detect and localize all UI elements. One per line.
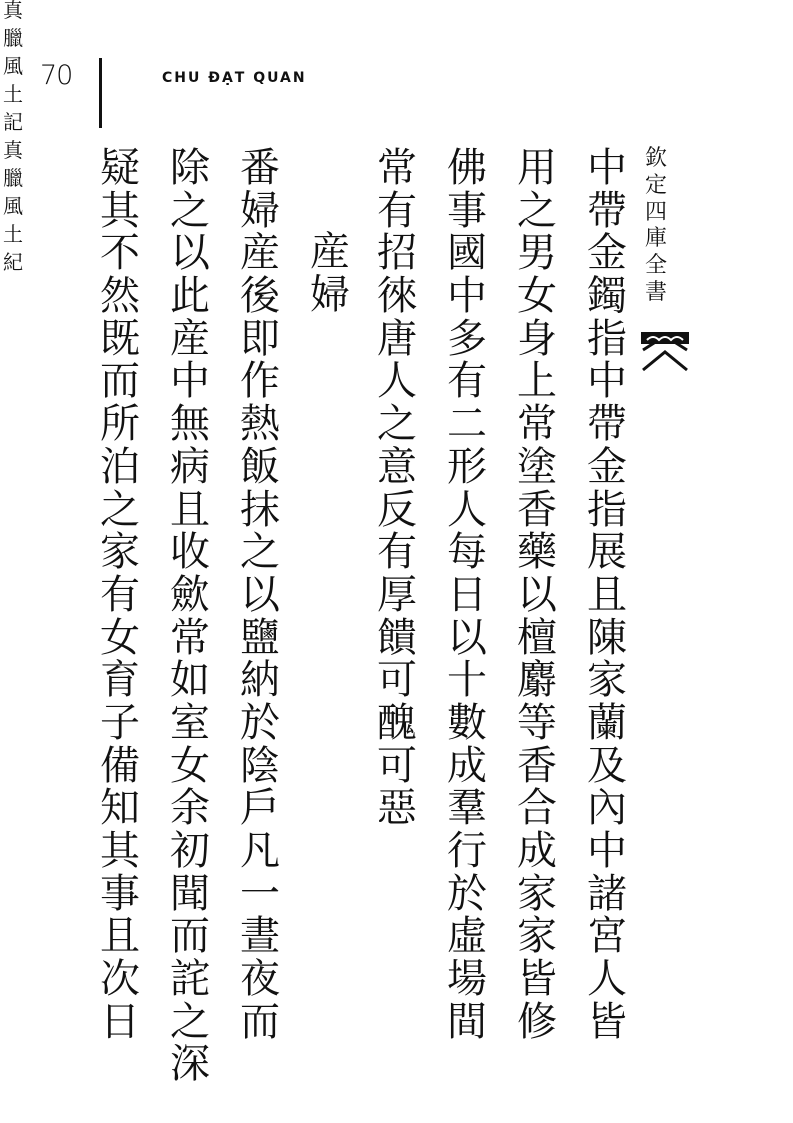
glyph: 既: [100, 315, 140, 362]
glyph: 形: [447, 443, 487, 490]
glyph: 歛: [170, 571, 210, 618]
glyph: 中: [170, 358, 210, 405]
glyph: 以: [170, 230, 210, 277]
glyph: 家: [587, 657, 627, 704]
glyph: 聞: [170, 870, 210, 917]
glyph: 之: [517, 187, 557, 234]
glyph: 數: [447, 699, 487, 746]
glyph: 抹: [240, 486, 280, 533]
glyph: 中: [447, 273, 487, 320]
glyph: 其: [100, 828, 140, 874]
glyph: 常: [170, 614, 210, 661]
header-divider: [99, 58, 102, 128]
glyph: 之: [100, 486, 140, 533]
running-head-author: CHU ĐẠT QUAN: [162, 70, 307, 86]
glyph: 及: [587, 742, 627, 789]
glyph: 泊: [100, 443, 140, 490]
glyph: 內: [587, 785, 627, 832]
glyph: 每: [447, 529, 487, 576]
glyph: 而: [170, 913, 210, 960]
glyph: 此: [170, 273, 210, 320]
glyph: 厚: [377, 571, 417, 618]
glyph: 且: [587, 571, 627, 618]
glyph: 女: [517, 273, 557, 320]
glyph: 帶: [587, 187, 627, 234]
glyph: 凡: [240, 828, 280, 874]
glyph: 於: [447, 870, 487, 917]
glyph: 藥: [517, 529, 557, 576]
glyph: 疑: [100, 145, 140, 191]
glyph: 中: [587, 358, 627, 405]
glyph: 而: [100, 358, 140, 405]
glyph: 四: [644, 199, 667, 225]
side-note-book-right: [0, 0, 793, 140]
glyph: 帶: [587, 401, 627, 448]
glyph: 然: [100, 273, 140, 320]
text-column-6: [166, 145, 214, 1088]
glyph: 鹽: [240, 614, 280, 661]
glyph: 有: [377, 529, 417, 576]
glyph: 飯: [240, 443, 280, 490]
glyph: 之: [170, 998, 210, 1045]
text-column-3: [443, 145, 491, 1045]
glyph: 多: [447, 315, 487, 362]
glyph: 人: [377, 358, 417, 405]
glyph: 婦: [240, 187, 280, 234]
glyph: 唐: [377, 315, 417, 362]
glyph: 場: [447, 956, 487, 1003]
glyph: 書: [644, 279, 667, 305]
glyph: 可: [377, 657, 417, 704]
glyph: 香: [517, 486, 557, 533]
glyph: 宮: [587, 913, 627, 960]
glyph: 以: [447, 614, 487, 661]
glyph: 如: [170, 657, 210, 704]
glyph: 之: [170, 187, 210, 234]
glyph: 家: [100, 529, 140, 576]
glyph: 全: [644, 253, 667, 279]
glyph: 饋: [377, 614, 417, 661]
glyph: 臘: [3, 166, 23, 190]
glyph: 家: [517, 870, 557, 917]
glyph: 戶: [240, 785, 280, 832]
glyph: 作: [240, 358, 280, 405]
glyph: 婦: [310, 271, 350, 318]
glyph: 一: [240, 870, 280, 917]
page-number: 70: [40, 60, 73, 91]
glyph: 無: [170, 401, 210, 448]
text-column-2: [513, 145, 561, 1045]
glyph: 金: [587, 443, 627, 490]
glyph: 事: [447, 187, 487, 234]
glyph: 紀: [3, 250, 23, 274]
glyph: 成: [447, 742, 487, 789]
glyph: 意: [377, 443, 417, 490]
side-note-collection: [643, 148, 669, 309]
glyph: 成: [517, 828, 557, 874]
glyph: 諸: [587, 870, 627, 917]
glyph: 男: [517, 230, 557, 277]
glyph: 金: [587, 230, 627, 277]
glyph: 次: [100, 956, 140, 1003]
glyph: 初: [170, 828, 210, 874]
glyph: 深: [170, 1041, 210, 1088]
glyph: 塗: [517, 443, 557, 490]
glyph: 修: [517, 998, 557, 1045]
glyph: 香: [517, 742, 557, 789]
glyph: 中: [587, 145, 627, 191]
book-marker-icon: [639, 330, 691, 374]
glyph: 産: [170, 315, 210, 362]
glyph: 且: [170, 486, 210, 533]
glyph: 日: [447, 571, 487, 618]
text-column-4: [373, 145, 421, 832]
glyph: 室: [170, 699, 210, 746]
glyph: 子: [100, 699, 140, 746]
glyph: 麝: [517, 657, 557, 704]
glyph: 可: [377, 742, 417, 789]
glyph: 余: [170, 785, 210, 832]
glyph: 之: [240, 529, 280, 576]
glyph: 行: [447, 828, 487, 874]
glyph: 夜: [240, 956, 280, 1003]
glyph: 中: [587, 828, 627, 874]
glyph: 檀: [517, 614, 557, 661]
glyph: 間: [447, 998, 487, 1045]
glyph: 羣: [447, 785, 487, 832]
glyph: 上: [517, 358, 557, 405]
glyph: 皆: [517, 956, 557, 1003]
glyph: 合: [517, 785, 557, 832]
glyph: 徠: [377, 273, 417, 320]
glyph: 陳: [587, 614, 627, 661]
glyph: 二: [447, 401, 487, 448]
glyph: 知: [100, 785, 140, 832]
glyph: 指: [587, 315, 627, 362]
section-heading: [306, 229, 354, 318]
glyph: 真: [3, 138, 23, 162]
glyph: 用: [517, 145, 557, 191]
glyph: 常: [517, 401, 557, 448]
glyph: 晝: [240, 913, 280, 960]
glyph: 國: [447, 230, 487, 277]
glyph: 即: [240, 315, 280, 362]
glyph: 惡: [377, 785, 417, 832]
glyph: 所: [100, 401, 140, 448]
glyph: 女: [100, 614, 140, 661]
glyph: 於: [240, 699, 280, 746]
glyph: 不: [100, 230, 140, 277]
text-column-5: [236, 145, 284, 1045]
glyph: 展: [587, 529, 627, 576]
glyph: 十: [447, 657, 487, 704]
glyph: 收: [170, 529, 210, 576]
glyph: 後: [240, 273, 280, 320]
glyph: 家: [517, 913, 557, 960]
glyph: 以: [240, 571, 280, 618]
glyph: 佛: [447, 145, 487, 191]
glyph: 定: [644, 172, 667, 198]
glyph: 以: [517, 571, 557, 618]
glyph: 有: [377, 187, 417, 234]
glyph: 庫: [644, 226, 667, 252]
glyph: 鐲: [587, 273, 627, 320]
glyph: 其: [100, 187, 140, 234]
glyph: 且: [100, 913, 140, 960]
glyph: 真: [3, 0, 23, 22]
glyph: 有: [447, 358, 487, 405]
glyph: 女: [170, 742, 210, 789]
glyph: 土: [3, 82, 23, 106]
glyph: 醜: [377, 699, 417, 746]
glyph: 事: [100, 870, 140, 917]
glyph: 陰: [240, 742, 280, 789]
glyph: 風: [3, 54, 23, 78]
glyph: 風: [3, 194, 23, 218]
glyph: 人: [447, 486, 487, 533]
glyph: 皆: [587, 998, 627, 1045]
glyph: 蘭: [587, 699, 627, 746]
glyph: 産: [310, 229, 350, 275]
glyph: 指: [587, 486, 627, 533]
glyph: 而: [240, 998, 280, 1045]
glyph: 有: [100, 571, 140, 618]
glyph: 記: [3, 110, 23, 134]
text-column-1: [583, 145, 631, 1045]
glyph: 常: [377, 145, 417, 191]
glyph: 除: [170, 145, 210, 191]
glyph: 熱: [240, 401, 280, 448]
glyph: 臘: [3, 26, 23, 50]
glyph: 日: [100, 998, 140, 1045]
glyph: 欽: [644, 146, 667, 171]
glyph: 土: [3, 222, 23, 246]
glyph: 反: [377, 486, 417, 533]
glyph: 之: [377, 401, 417, 448]
glyph: 病: [170, 443, 210, 490]
glyph: 番: [240, 145, 280, 191]
glyph: 人: [587, 956, 627, 1003]
glyph: 備: [100, 742, 140, 789]
glyph: 詫: [170, 956, 210, 1003]
glyph: 納: [240, 657, 280, 704]
glyph: 身: [517, 315, 557, 362]
glyph: 産: [240, 230, 280, 277]
text-column-7: [96, 145, 144, 1045]
glyph: 招: [377, 230, 417, 277]
glyph: 虛: [447, 913, 487, 960]
glyph: 育: [100, 657, 140, 704]
glyph: 等: [517, 699, 557, 746]
